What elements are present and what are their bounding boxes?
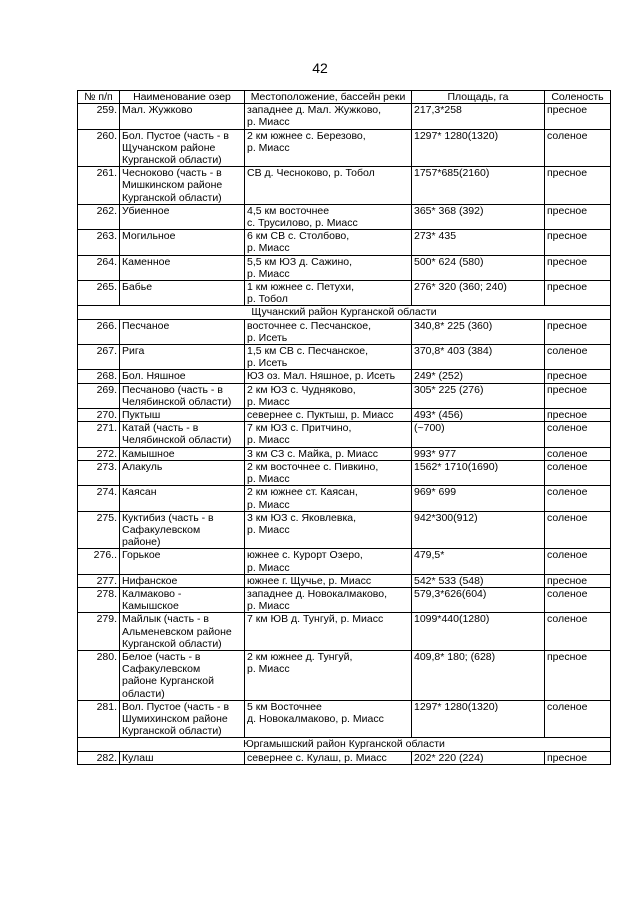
lake-name: Рига	[120, 345, 245, 370]
lake-name: Катай (часть - в Челябинской области)	[120, 422, 245, 447]
lake-area: 579,3*626(604)	[412, 587, 545, 612]
row-number: 262.	[78, 204, 120, 229]
lake-name: Майлык (часть - в Альменевском районе Курганской области)	[120, 613, 245, 651]
lake-salinity: пресное	[545, 650, 611, 700]
header-lake-name: Наименование озер	[120, 91, 245, 104]
lake-area: 217,3*258	[412, 104, 545, 129]
table-row	[78, 281, 611, 306]
row-number: 272.	[78, 447, 120, 460]
row-number: 270.	[78, 409, 120, 422]
lake-salinity: соленое	[545, 549, 611, 574]
table-row	[78, 486, 611, 511]
lake-area: 1757*685(2160)	[412, 167, 545, 205]
row-number: 261.	[78, 167, 120, 205]
lake-location: восточнее с. Песчанское, р. Исеть	[245, 319, 412, 344]
lake-location: южнее г. Щучье, р. Миасс	[245, 574, 412, 587]
table-row	[78, 129, 611, 167]
row-number: 273.	[78, 460, 120, 485]
row-number: 269.	[78, 383, 120, 408]
lake-name: Бол. Пустое (часть - в Щучанском районе Курганской области)	[120, 129, 245, 167]
table-row	[78, 255, 611, 280]
row-number: 277.	[78, 574, 120, 587]
lake-name: Пуктыш	[120, 409, 245, 422]
row-number: 275.	[78, 511, 120, 549]
lake-area: 542* 533 (548)	[412, 574, 545, 587]
row-number: 278.	[78, 587, 120, 612]
lake-salinity: соленое	[545, 345, 611, 370]
lake-name: Белое (часть - в Сафакулевском районе Курганской области)	[120, 650, 245, 700]
lake-location: 3 км ЮЗ с. Яковлевка, р. Миасс	[245, 511, 412, 549]
lake-area: 479,5*	[412, 549, 545, 574]
page-number: 42	[312, 60, 328, 76]
section-title: Юргамышский район Курганской области	[78, 738, 611, 751]
table-row	[78, 700, 611, 738]
lake-location: 2 км южнее с. Березово, р. Миасс	[245, 129, 412, 167]
row-number: 280.	[78, 650, 120, 700]
table-row	[78, 587, 611, 612]
row-number: 259.	[78, 104, 120, 129]
row-number: 265.	[78, 281, 120, 306]
table-body	[78, 104, 611, 765]
lake-location: 5 км Восточнее д. Новокалмаково, р. Миасс	[245, 700, 412, 738]
lake-name: Могильное	[120, 230, 245, 255]
lake-area: 276* 320 (360; 240)	[412, 281, 545, 306]
lake-location: 1,5 км СВ с. Песчанское, р. Исеть	[245, 345, 412, 370]
row-number: 282.	[78, 751, 120, 764]
row-number: 274.	[78, 486, 120, 511]
lake-location: 2 км южнее д. Тунгуй, р. Миасс	[245, 650, 412, 700]
lake-location: ЮЗ оз. Мал. Няшное, р. Исеть	[245, 370, 412, 383]
lake-area: 1297* 1280(1320)	[412, 700, 545, 738]
lake-location: западнее д. Новокалмаково, р. Миасс	[245, 587, 412, 612]
lake-area: 365* 368 (392)	[412, 204, 545, 229]
lake-salinity: пресное	[545, 751, 611, 764]
lake-name: Чесноково (часть - в Мишкинском районе Курганской области)	[120, 167, 245, 205]
lake-area: 1099*440(1280)	[412, 613, 545, 651]
lake-area: 249* (252)	[412, 370, 545, 383]
lake-salinity: соленое	[545, 422, 611, 447]
table-row	[78, 383, 611, 408]
lake-area: 942*300(912)	[412, 511, 545, 549]
lake-location: 7 км ЮВ д. Тунгуй, р. Миасс	[245, 613, 412, 651]
table-row	[78, 167, 611, 205]
lake-salinity: пресное	[545, 204, 611, 229]
lake-name: Калмаково - Камышское	[120, 587, 245, 612]
lake-location: 6 км СВ с. Столбово, р. Миасс	[245, 230, 412, 255]
lake-location: 1 км южнее с. Петухи, р. Тобол	[245, 281, 412, 306]
lake-salinity: пресное	[545, 383, 611, 408]
lake-salinity: пресное	[545, 104, 611, 129]
table-row	[78, 422, 611, 447]
lake-area: 993* 977	[412, 447, 545, 460]
lake-salinity: соленое	[545, 613, 611, 651]
lake-name: Алакуль	[120, 460, 245, 485]
lake-location: 4,5 км восточнее с. Трусилово, р. Миасс	[245, 204, 412, 229]
lake-area: 273* 435	[412, 230, 545, 255]
lake-name: Нифанское	[120, 574, 245, 587]
section-row	[78, 306, 611, 319]
table-row	[78, 370, 611, 383]
row-number: 279.	[78, 613, 120, 651]
lake-area: 493* (456)	[412, 409, 545, 422]
lake-location: 2 км ЮЗ с. Чудняково, р. Миасс	[245, 383, 412, 408]
table-row	[78, 511, 611, 549]
lake-area: 305* 225 (276)	[412, 383, 545, 408]
lake-location: 5,5 км ЮЗ д. Сажино, р. Миасс	[245, 255, 412, 280]
lake-name: Вол. Пустое (часть - в Шумихинском районе Курганской области)	[120, 700, 245, 738]
table-row	[78, 549, 611, 574]
lake-name: Мал. Жужково	[120, 104, 245, 129]
section-title: Щучанский район Курганской области	[78, 306, 611, 319]
lake-name: Бол. Няшное	[120, 370, 245, 383]
lake-salinity: пресное	[545, 281, 611, 306]
lake-name: Каменное	[120, 255, 245, 280]
lake-location: севернее с. Кулаш, р. Миасс	[245, 751, 412, 764]
lake-location: 2 км восточнее с. Пивкино, р. Миасс	[245, 460, 412, 485]
lake-location: 2 км южнее ст. Каясан, р. Миасс	[245, 486, 412, 511]
table-row	[78, 460, 611, 485]
lake-area: 340,8* 225 (360)	[412, 319, 545, 344]
table-row	[78, 204, 611, 229]
row-number: 263.	[78, 230, 120, 255]
table-row	[78, 447, 611, 460]
lake-name: Горькое	[120, 549, 245, 574]
lake-area: 370,8* 403 (384)	[412, 345, 545, 370]
table-row	[78, 345, 611, 370]
lake-salinity: соленое	[545, 460, 611, 485]
lake-name: Бабье	[120, 281, 245, 306]
row-number: 268.	[78, 370, 120, 383]
lake-name: Камышное	[120, 447, 245, 460]
lake-area: (~700)	[412, 422, 545, 447]
header-area: Площадь, га	[412, 91, 545, 104]
lake-name: Песчаново (часть - в Челябинской области)	[120, 383, 245, 408]
lake-location: западнее д. Мал. Жужково, р. Миасс	[245, 104, 412, 129]
lake-salinity: соленое	[545, 587, 611, 612]
lake-salinity: пресное	[545, 370, 611, 383]
lake-location: 7 км ЮЗ с. Притчино, р. Миасс	[245, 422, 412, 447]
table-header-row	[78, 91, 611, 104]
lake-location: южнее с. Курорт Озеро, р. Миасс	[245, 549, 412, 574]
lake-area: 409,8* 180; (628)	[412, 650, 545, 700]
row-number: 266.	[78, 319, 120, 344]
lake-salinity: пресное	[545, 319, 611, 344]
row-number: 264.	[78, 255, 120, 280]
section-row	[78, 738, 611, 751]
lake-name: Песчаное	[120, 319, 245, 344]
table-row	[78, 319, 611, 344]
lake-area: 1562* 1710(1690)	[412, 460, 545, 485]
lake-salinity: пресное	[545, 574, 611, 587]
row-number: 271.	[78, 422, 120, 447]
lake-location: 3 км СЗ с. Майка, р. Миасс	[245, 447, 412, 460]
lake-salinity: соленое	[545, 700, 611, 738]
lake-salinity: соленое	[545, 486, 611, 511]
lake-area: 969* 699	[412, 486, 545, 511]
lake-salinity: пресное	[545, 255, 611, 280]
table-row	[78, 650, 611, 700]
lake-location: СВ д. Чесноково, р. Тобол	[245, 167, 412, 205]
lakes-table	[77, 90, 611, 765]
row-number: 276..	[78, 549, 120, 574]
lake-area: 1297* 1280(1320)	[412, 129, 545, 167]
table-row	[78, 104, 611, 129]
header-location: Местоположение, бассейн реки	[245, 91, 412, 104]
row-number: 260.	[78, 129, 120, 167]
lake-salinity: соленое	[545, 511, 611, 549]
lake-name: Кулаш	[120, 751, 245, 764]
lake-salinity: пресное	[545, 230, 611, 255]
table-row	[78, 574, 611, 587]
table-row	[78, 613, 611, 651]
header-number: № п/п	[78, 91, 120, 104]
lake-area: 500* 624 (580)	[412, 255, 545, 280]
lake-salinity: пресное	[545, 409, 611, 422]
table-row	[78, 230, 611, 255]
lake-name: Каясан	[120, 486, 245, 511]
lake-name: Куктибиз (часть - в Сафакулевском районе)	[120, 511, 245, 549]
table-row	[78, 751, 611, 764]
lake-salinity: соленое	[545, 447, 611, 460]
row-number: 281.	[78, 700, 120, 738]
lake-salinity: пресное	[545, 167, 611, 205]
header-salinity: Соленость	[545, 91, 611, 104]
lake-salinity: соленое	[545, 129, 611, 167]
lake-area: 202* 220 (224)	[412, 751, 545, 764]
row-number: 267.	[78, 345, 120, 370]
lake-name: Убиенное	[120, 204, 245, 229]
table-row	[78, 409, 611, 422]
lake-location: севернее с. Пуктыш, р. Миасс	[245, 409, 412, 422]
